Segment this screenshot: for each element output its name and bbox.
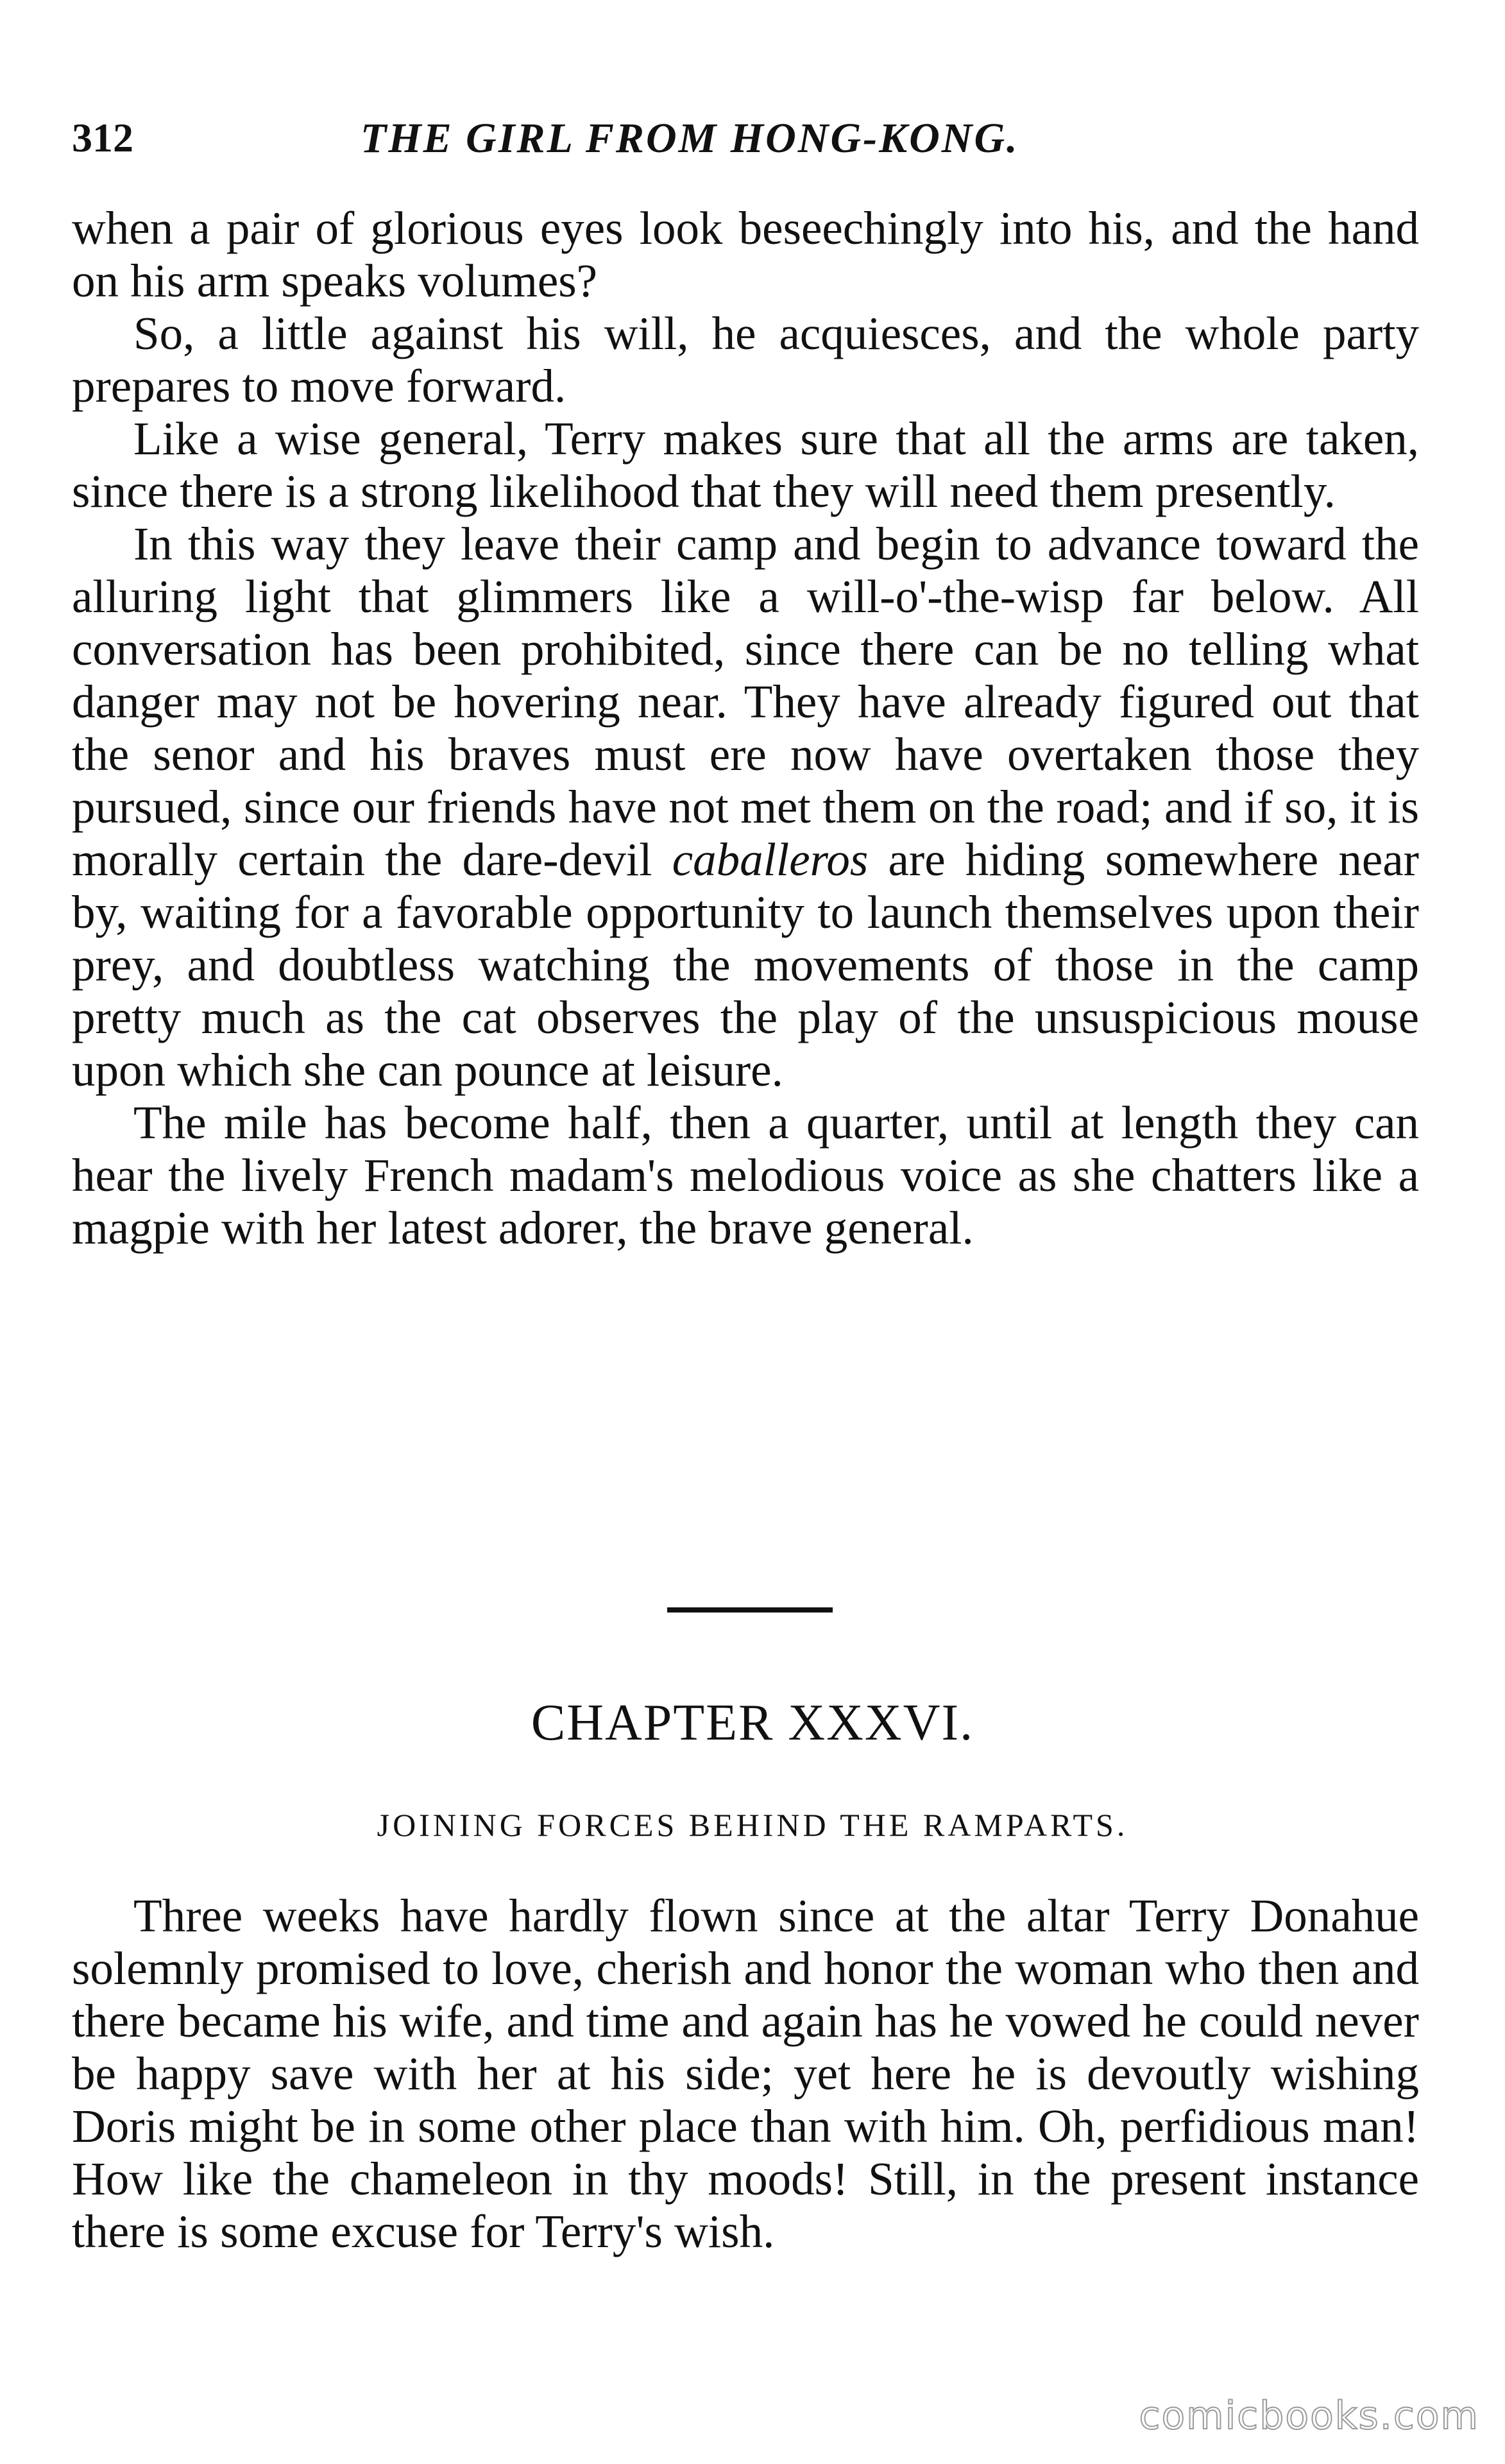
- chapter-text: [72, 1890, 1419, 2258]
- paragraph: [72, 518, 1419, 1097]
- paragraph: Three weeks have hardly flown since at the altar Terry Donahue solemnly promised to love, cherish and honor the woman who then and there became his wife, and time and again has he vowed he could never be happy save with her at his side; yet here he is devoutly wishing Doris might be in some other place than with him. Oh, perfidious man! How like the chameleon in thy moods! Still, in the present instance there is some excuse for Terry's wish.: [72, 1890, 1419, 2257]
- paragraph: So, a little against his will, he acquiesces, and the whole party prepares to move forward.: [72, 307, 1419, 412]
- watermark: comicbooks.com: [1139, 2393, 1479, 2438]
- paragraph: when a pair of glorious eyes look beseechingly into his, and the hand on his arm speaks volumes?: [72, 202, 1419, 307]
- section-divider: [667, 1607, 833, 1613]
- chapter-heading: CHAPTER XXXVI.: [531, 1695, 974, 1751]
- paragraph-text: are hiding somewhere near by, waiting for a favorable opportunity to launch themselves upon their prey, and doubtless watching the movements of those in the camp pretty much as the cat observes the play of the unsuspicious mouse upon which she can pounce at leisure.: [72, 834, 1419, 1096]
- book-page: [72, 96, 1433, 2432]
- running-head: [72, 114, 1433, 172]
- page-number: 312: [72, 115, 133, 160]
- paragraph-text: In this way they leave their camp and begin to advance toward the alluring light that glimmers like a will-o'-the-wisp far below. All conversation has been prohibited, since there can be no telling what danger may not be hovering near. They have already figured out that the senor and his braves must ere now have overtaken those they pursued, since our friends have not met them on the road; and if so, it is morally certain the dare-devil: [72, 518, 1419, 886]
- paragraph: Like a wise general, Terry makes sure that all the arms are taken, since there is a strong likelihood that they will need them presently.: [72, 413, 1419, 517]
- paragraph: The mile has become half, then a quarter, until at length they can hear the lively French madam's melodious voice as she chatters like a magpie with her latest adorer, the brave general.: [72, 1097, 1419, 1254]
- running-title: THE GIRL FROM HONG-KONG.: [361, 115, 1019, 162]
- chapter-subtitle: JOINING FORCES BEHIND THE RAMPARTS.: [377, 1807, 1128, 1843]
- section-text: [72, 202, 1419, 1254]
- italic-term: caballeros: [672, 834, 869, 886]
